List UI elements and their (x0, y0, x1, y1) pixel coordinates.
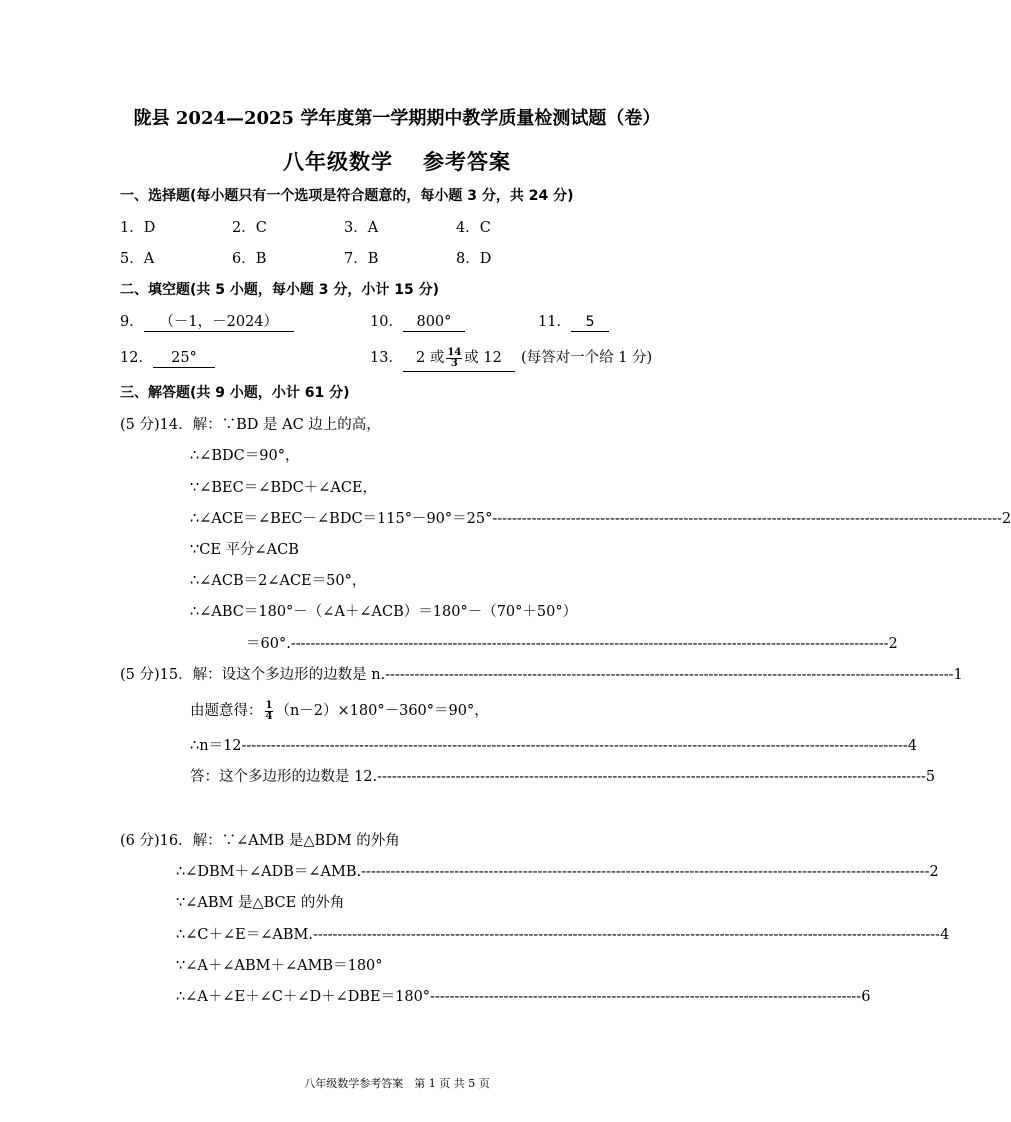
question-13-answer-part-1: 2 或 (416, 350, 445, 366)
fraction-numerator: 14 (447, 346, 462, 358)
question-12-answer: 25° (153, 349, 215, 368)
question-9-answer: （－1，－2024） (144, 313, 294, 332)
page-footer: 八年级数学参考答案 第 1 页 共 5 页 (304, 1077, 490, 1090)
question-12-number: 12． (120, 350, 153, 366)
answer-1: 1．D (120, 220, 156, 236)
score-mark: 2 (888, 636, 898, 652)
question-10-answer: 800° (403, 313, 465, 332)
dotted-leader: ---------------------------------------------------------------------------------------------------------------- (377, 769, 926, 785)
subtitle-answer-key: 参考答案 (423, 149, 511, 174)
dotted-leader: -------------------------------------------------------------------------------------------------------------------------- (290, 636, 889, 652)
q15-line-2 (190, 693, 489, 729)
score-mark: 4 (907, 738, 918, 754)
section-3-heading: 三、解答题(共 9 小题，小计 61 分) (120, 385, 350, 401)
question-11-answer: 5 (571, 313, 609, 332)
score-mark: 2 (1001, 511, 1011, 527)
answer-8: 8．D (456, 251, 492, 267)
q16-line-4 (176, 925, 950, 945)
q16-line-4-text: ∴∠C＋∠E＝∠ABM. (176, 927, 313, 943)
q15-line-3 (190, 736, 918, 756)
question-9-number: 9． (120, 314, 144, 330)
score-mark: 2 (929, 864, 939, 880)
fraction-numerator: 1 (265, 699, 273, 711)
q14-line-7: ∴∠ABC＝180°－（∠A＋∠ACB）＝180°－（70°＋50°） (190, 604, 578, 620)
question-13-answer (403, 345, 515, 372)
fill-question-12 (120, 348, 215, 368)
answer-5: 5．A (120, 251, 155, 267)
q16-line-2 (176, 862, 939, 882)
q16-line-3: ∵∠ABM 是△BCE 的外角 (176, 895, 345, 911)
fraction-14-over-3 (446, 348, 462, 369)
question-11-number: 11． (538, 314, 571, 330)
document-title: 陇县 2024—2025 学年度第一学期期中教学质量检测试题（卷） (133, 108, 661, 129)
fill-question-13 (370, 340, 652, 376)
section-1-heading: 一、选择题(每小题只有一个选项是符合题意的，每小题 3 分，共 24 分) (120, 188, 574, 204)
q14-line-8-text: ＝60°. (246, 636, 291, 652)
q14-line-5: ∵CE 平分∠ACB (190, 542, 299, 558)
q14-line-2: ∴∠BDC＝90°， (190, 448, 300, 464)
section-2-heading: 二、填空题(共 5 小题，每小题 3 分，小计 15 分) (120, 282, 440, 298)
answer-7: 7．B (344, 251, 379, 267)
dotted-leader: -------------------------------------------------------------------------------------------------------------------- (385, 667, 954, 683)
answer-3: 3．A (344, 220, 379, 236)
fraction-1-over-4 (265, 701, 274, 722)
answer-2: 2．C (232, 220, 267, 236)
answer-4: 4．C (456, 220, 491, 236)
dotted-leader: ---------------------------------------------------------------------------------------------------------------------------------------- (241, 738, 908, 754)
q14-line-8 (246, 634, 898, 654)
q14-line-3: ∵∠BEC＝∠BDC＋∠ACE， (190, 480, 378, 496)
q16-line-1: (6 分)16．解：∵∠AMB 是△BDM 的外角 (120, 833, 400, 849)
q15-line-3-text: ∴n＝12 (190, 738, 242, 754)
q14-line-4 (190, 509, 1011, 529)
score-mark: 4 (940, 927, 950, 943)
q16-line-6-text: ∴∠A＋∠E＋∠C＋∠D＋∠DBE＝180° (176, 989, 431, 1005)
question-13-scoring-note: (每答对一个给 1 分) (520, 350, 653, 366)
fraction-denominator: 4 (265, 710, 273, 722)
q16-line-5: ∵∠A＋∠ABM＋∠AMB＝180° (176, 958, 383, 974)
document-subtitle (0, 146, 794, 176)
fill-question-10 (370, 312, 465, 332)
score-mark: 1 (953, 667, 963, 683)
dotted-leader: -------------------------------------------------------------------------------------------------------- (492, 511, 1002, 527)
question-10-number: 10． (370, 314, 403, 330)
q16-line-2-text: ∴∠DBM＋∠ADB＝∠AMB. (176, 864, 362, 880)
fill-question-9 (120, 312, 294, 332)
question-13-answer-part-2: 或 12 (464, 350, 502, 366)
subtitle-grade-subject: 八年级数学 (283, 149, 393, 174)
q14-line-4-text: ∴∠ACE＝∠BEC－∠BDC＝115°－90°＝25° (190, 511, 493, 527)
score-mark: 6 (861, 989, 871, 1005)
q15-line-4 (190, 767, 936, 787)
question-13-number: 13． (370, 350, 403, 366)
q15-line-2-prefix: 由题意得： (190, 703, 263, 719)
q14-line-1: (5 分)14．解：∵BD 是 AC 边上的高， (120, 417, 381, 433)
score-mark: 5 (925, 769, 936, 785)
q16-line-6 (176, 987, 871, 1007)
dotted-leader: -------------------------------------------------------------------------------------------------------------------------------- (312, 927, 941, 943)
q14-line-6: ∴∠ACB＝2∠ACE＝50°， (190, 573, 367, 589)
q15-line-2-equation: （n－2）×180°－360°＝90°， (275, 703, 489, 719)
q15-line-1 (120, 665, 963, 685)
dotted-leader: ---------------------------------------------------------------------------------------- (430, 989, 862, 1005)
dotted-leader: -------------------------------------------------------------------------------------------------------------------- (361, 864, 930, 880)
fill-question-11 (538, 312, 609, 332)
q15-line-4-text: 答：这个多边形的边数是 12. (190, 769, 378, 785)
q15-line-1-text: (5 分)15．解：设这个多边形的边数是 n. (120, 667, 386, 683)
fraction-denominator: 3 (450, 357, 458, 369)
answer-6: 6．B (232, 251, 267, 267)
